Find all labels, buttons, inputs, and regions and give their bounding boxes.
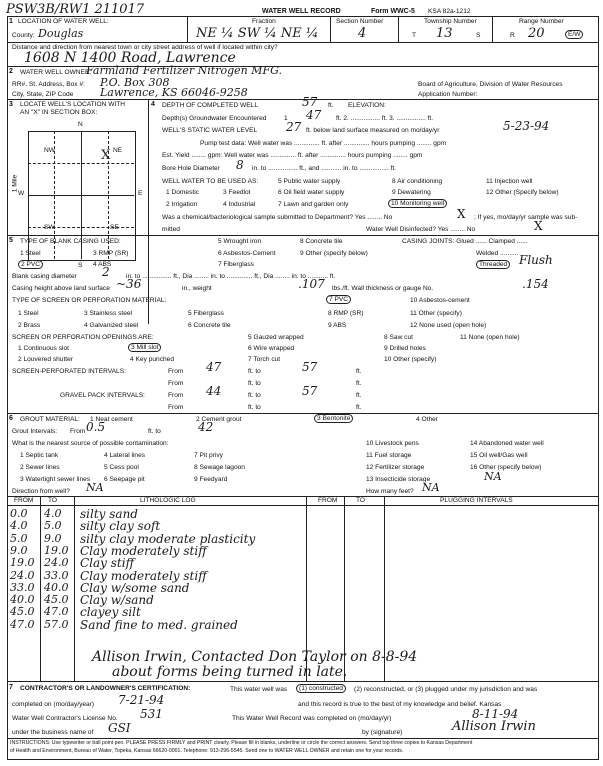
height-label: Casing height above land surface: [12, 285, 110, 292]
bore-value[interactable]: 8: [236, 158, 244, 172]
pump-test: Pump test data: Well water was .............. ft. after .............. hours pumping ........ gpm: [200, 140, 447, 147]
city-label: City, State, ZIP Code: [12, 91, 74, 98]
township-t: T: [412, 32, 417, 39]
completed-value[interactable]: 7-21-94: [118, 693, 165, 707]
spi-from-label: From: [168, 368, 184, 375]
contam-4[interactable]: 4 Lateral lines: [104, 452, 146, 459]
screen-9[interactable]: 9 ABS: [328, 322, 347, 329]
casing-4[interactable]: 4 ABS: [93, 261, 112, 268]
openings-label: SCREEN OR PERFORATION OPENINGS ARE:: [12, 334, 154, 341]
gi-from-label: From: [70, 428, 86, 435]
range-ew: E/W: [565, 30, 583, 39]
spi-to-value[interactable]: 57: [302, 360, 318, 374]
gp-to-label-2: ft. to: [248, 404, 261, 411]
location-mark: X: [101, 148, 111, 163]
section-3-number: 3: [9, 101, 13, 108]
township-label: Township Number: [424, 18, 477, 25]
form-number: Form WWC-5: [371, 8, 415, 15]
gp-from-label: From: [168, 392, 184, 399]
use-11[interactable]: 11 Injection well: [486, 178, 533, 185]
application-label: Application Number:: [418, 91, 478, 98]
cert-text-2: (2) reconstructed, or (3) plugged under my jurisdiction and was: [354, 686, 538, 693]
range-value[interactable]: 20: [528, 26, 545, 41]
gi-to-value[interactable]: 42: [198, 420, 214, 434]
log-row-from: 33.0: [10, 580, 35, 594]
opening-11[interactable]: 11 None (open hole): [460, 334, 520, 341]
section-6-number: 6: [9, 415, 13, 422]
log-row-from: 0.0: [10, 507, 28, 520]
contam-2[interactable]: 2 Sewer lines: [20, 464, 60, 471]
grout-label: GROUT MATERIAL:: [20, 416, 80, 423]
location-label: LOCATION OF WATER WELL:: [18, 18, 109, 25]
contam-9[interactable]: 9 Feedyard: [194, 476, 228, 483]
spi-label: SCREEN-PERFORATED INTERVALS:: [12, 368, 126, 375]
use-5[interactable]: 5 Public water supply: [278, 178, 341, 185]
grout-4[interactable]: 4 Other: [416, 416, 438, 423]
township-s: S: [476, 32, 481, 39]
log-row-from: 5.0: [10, 531, 28, 545]
log-row-from: 45.0: [10, 605, 35, 619]
log-row-from: 19.0: [10, 556, 35, 570]
section-value[interactable]: 4: [358, 26, 367, 41]
log-row-to: 57.0: [44, 617, 69, 631]
use-1[interactable]: 1 Domestic: [166, 189, 199, 196]
section-2-number: 2: [9, 68, 13, 75]
log-row-from: 4.0: [10, 519, 28, 533]
screen-5[interactable]: 5 Fiberglass: [188, 310, 224, 317]
screen-2[interactable]: 2 Brass: [18, 322, 41, 329]
license-rest: This Water Well Record was completed on (mo/day/yr): [232, 715, 392, 722]
welded-label: Welded ..........: [476, 250, 519, 257]
log-row-from: 24.0: [10, 568, 35, 582]
joints-label: CASING JOINTS: Glued ...... Clamped ......: [402, 238, 528, 245]
gi-from-value[interactable]: 0.5: [86, 420, 106, 434]
log-row-to: 9.0: [44, 531, 62, 545]
log-from-header: FROM: [14, 497, 34, 504]
township-value[interactable]: 13: [436, 26, 453, 41]
opening-3-selected[interactable]: 3 Mill slot: [128, 343, 161, 352]
screen-6[interactable]: 6 Concrete tile: [188, 322, 231, 329]
log-row-from: 47.0: [10, 617, 35, 631]
log-row-from: 9.0: [10, 543, 28, 557]
opening-7[interactable]: 7 Torch cut: [248, 356, 281, 363]
casing-label: TYPE OF BLANK CASING USED:: [20, 238, 121, 245]
cert-constructed[interactable]: (1) constructed: [296, 684, 346, 693]
casing-6[interactable]: 6 Asbestos-Cement: [218, 250, 276, 257]
spi-to-label-2: ft. to: [248, 380, 261, 387]
log-row-to: 33.0: [44, 568, 69, 582]
use-7[interactable]: 7 Lawn and garden only: [278, 201, 349, 208]
casing-3[interactable]: 3 RMP (SR): [93, 250, 129, 257]
gp-from-label-2: From: [168, 404, 184, 411]
contam-12[interactable]: 12 Fertilizer storage: [366, 464, 425, 471]
screen-label: TYPE OF SCREEN OR PERFORATION MATERIAL:: [12, 297, 167, 304]
section-7-number: 7: [9, 684, 13, 691]
threaded-selected[interactable]: Threaded: [476, 260, 510, 269]
log-row-description: Clay w/some sand: [80, 580, 190, 595]
record-date[interactable]: 8-11-94: [472, 707, 519, 721]
business-label: under the business name of: [12, 729, 94, 736]
gw-index: 1: [284, 115, 288, 122]
blank-diam-label: Blank casing diameter: [12, 273, 77, 280]
contam-5[interactable]: 5 Cess pool: [104, 464, 139, 471]
map-se: SE: [110, 224, 119, 231]
threaded-value[interactable]: Flush: [519, 253, 553, 267]
use-12[interactable]: 12 Other (Specify below): [486, 189, 559, 196]
map-s: S: [78, 262, 83, 269]
gp-ft-2: ft.: [356, 404, 362, 411]
gp-from-value[interactable]: 44: [206, 384, 222, 398]
direction-label: Direction from well?: [12, 488, 70, 495]
log-row-description: Clay moderately stiff: [80, 568, 207, 583]
signature-value[interactable]: Allison Irwin: [452, 719, 536, 734]
cert-text-1: This water well was: [230, 686, 288, 693]
opening-5[interactable]: 5 Gauzed wrapped: [248, 334, 304, 341]
opening-2[interactable]: 2 Louvered shutter: [18, 356, 73, 363]
plug-to-header: TO: [356, 497, 366, 504]
log-row-to: 40.0: [44, 580, 69, 594]
log-row-to: 47.0: [44, 605, 69, 619]
fraction-value[interactable]: NE ¼ SW ¼ NE ¼: [196, 26, 319, 41]
spi-to-label: ft. to: [248, 368, 261, 375]
section-1-number: 1: [9, 18, 13, 25]
locate-label-2: AN "X" IN SECTION BOX:: [20, 109, 98, 116]
screen-12[interactable]: 12 None used (open hole): [410, 322, 487, 329]
business-value[interactable]: GSI: [108, 721, 131, 735]
screen-3[interactable]: 3 Stainless steel: [84, 310, 133, 317]
elevation-label: ELEVATION:: [348, 102, 386, 109]
gi-to-label: ft. to: [148, 428, 161, 435]
address-value[interactable]: 1608 N 1400 Road, Lawrence: [24, 50, 236, 66]
note-line-2: about forms being turned in late.: [112, 664, 348, 680]
grout-1[interactable]: 1 Neat cement: [90, 416, 133, 423]
direction-value[interactable]: NA: [86, 481, 104, 494]
map-nw: NW: [44, 147, 55, 154]
bore-label: Bore Hole Diameter: [162, 165, 220, 172]
spi-ft-2: ft.: [356, 380, 362, 387]
static-label: WELL'S STATIC WATER LEVEL: [162, 127, 258, 134]
log-row-description: silty clay soft: [80, 519, 161, 534]
feet-label: How many feet?: [366, 488, 414, 495]
signature-label: by (signature): [362, 729, 403, 736]
use-2[interactable]: 2 Irrigation: [166, 201, 198, 208]
opening-6[interactable]: 6 Wire wrapped: [248, 345, 295, 352]
rr-label: RR#, St. Address, Box #:: [12, 81, 85, 88]
use-3[interactable]: 3 Feedlot: [223, 189, 251, 196]
use-4[interactable]: 4 Industrial: [223, 201, 256, 208]
distance-label: Distance and direction from nearest town or city street address of well if located within city?: [12, 44, 278, 51]
section-label: Section Number: [336, 18, 384, 25]
grout-2[interactable]: 2 Cement grout: [196, 416, 242, 423]
mile-label: 1 Mile: [11, 174, 19, 193]
chem-no-mark[interactable]: X: [457, 207, 466, 221]
plugging-header: PLUGGING INTERVALS: [440, 497, 513, 504]
log-row-description: Clay w/sand: [80, 593, 154, 608]
gw-label: Depth(s) Groundwater Encountered: [162, 115, 267, 122]
gp-label: GRAVEL PACK INTERVALS:: [60, 392, 146, 399]
contam-3[interactable]: 3 Watertight sewer lines: [20, 476, 91, 483]
log-row-to: 45.0: [44, 593, 69, 607]
bore-rest: in. to ................ ft., and ........... in. to ................ ft.: [252, 165, 397, 172]
weight-label: in., weight: [182, 285, 212, 292]
locate-label-1: LOCATE WELL'S LOCATION WITH: [20, 101, 126, 108]
screen-10[interactable]: 10 Asbestos-cement: [410, 297, 470, 304]
screen-11[interactable]: 11 Other (specify): [410, 310, 462, 317]
contam-14[interactable]: 14 Abandoned water well: [470, 440, 544, 447]
spi-ft: ft.: [356, 368, 362, 375]
mitted-label: mitted: [162, 226, 180, 233]
contam-13[interactable]: 13 Insecticide storage: [366, 476, 431, 483]
use-label: WELL WATER TO BE USED AS:: [162, 178, 259, 185]
static-date[interactable]: 5-23-94: [503, 119, 550, 133]
board-label: Board of Agriculture, Division of Water Resources: [418, 81, 563, 88]
gp-to-label: ft. to: [248, 392, 261, 399]
license-label: Water Well Contractor's License No.: [12, 715, 118, 722]
log-row-description: Clay moderately stiff: [80, 543, 207, 558]
screen-4[interactable]: 4 Galvanized steel: [84, 322, 139, 329]
instructions-line-2: of Health and Environment, Bureau of Water, Topeka, Kansas 66620-0001. Telephone: 913-296-5545. Send one to WATER WELL OWNER and retain one for your records.: [10, 748, 404, 754]
contam-10[interactable]: 10 Livestock pens: [366, 440, 419, 447]
grout-3-selected[interactable]: 3 Bentonite: [314, 414, 353, 423]
opening-10[interactable]: 10 Other (specify): [384, 356, 437, 363]
use-6[interactable]: 6 Oil field water supply: [278, 189, 345, 196]
screen-1[interactable]: 1 Steel: [18, 310, 39, 317]
log-row-description: Sand fine to med. grained: [80, 617, 238, 632]
chem-label: Was a chemical/bacteriological sample submitted to Department? Yes ........ No: [162, 214, 393, 221]
log-row-to: 19.0: [44, 543, 69, 557]
feet-value[interactable]: NA: [422, 481, 440, 494]
casing-5[interactable]: 5 Wrought iron: [218, 238, 262, 245]
section-4-number: 4: [151, 101, 155, 108]
opening-9[interactable]: 9 Drilled holes: [384, 345, 426, 352]
contam-16[interactable]: 16 Other (specify below): [470, 464, 542, 471]
range-label: Range Number: [519, 18, 564, 25]
opening-8[interactable]: 8 Saw cut: [384, 334, 413, 341]
map-w: W: [18, 190, 25, 197]
log-row-description: silty clay moderate plasticity: [80, 531, 256, 546]
spi-from-label-2: From: [168, 380, 184, 387]
height-value[interactable]: ~36: [116, 277, 142, 291]
form-title: WATER WELL RECORD: [262, 8, 341, 15]
contam-other-value[interactable]: NA: [484, 470, 502, 483]
contam-11[interactable]: 11 Fuel storage: [366, 452, 412, 459]
casing-8[interactable]: 8 Concrete tile: [300, 238, 343, 245]
gauge-value[interactable]: .154: [522, 277, 549, 291]
log-to-header: TO: [48, 497, 58, 504]
disinfected-label: Water Well Disinfected? Yes ........ No: [366, 226, 476, 233]
log-row-from: 40.0: [10, 593, 35, 607]
log-row-to: 4.0: [44, 507, 62, 520]
log-row-description: clayey silt: [80, 605, 141, 620]
map-n: N: [78, 121, 83, 128]
blank-diam-rest: in. to ................ ft., Dia ........ in. to .............. ft., Dia ........ in. to ........... ft.: [126, 273, 336, 280]
contam-label: What is the nearest source of possible contamination:: [12, 440, 169, 447]
gw-value[interactable]: 47: [306, 108, 322, 122]
use-9[interactable]: 9 Dewatering: [392, 189, 431, 196]
contam-6[interactable]: 6 Seepage pit: [104, 476, 145, 483]
lithologic-header: LITHOLOGIC LOG: [140, 497, 196, 504]
chem-rest: ; If yes, mo/day/yr sample was sub-: [474, 214, 578, 221]
cert-label: CONTRACTOR'S OR LANDOWNER'S CERTIFICATION:: [20, 685, 191, 692]
static-value[interactable]: 27: [286, 120, 302, 134]
disinfected-no-mark[interactable]: X: [534, 219, 543, 233]
handwritten-id: PSW3B/RW1 211017: [6, 2, 145, 17]
est-yield: Est. Yield ........ gpm: Well water was .............. ft. after .............. hours pumping ........ gpm: [162, 152, 423, 159]
grout-intervals-label: Grout Intervals:: [12, 428, 58, 435]
log-row-to: 5.0: [44, 519, 62, 533]
depth-label: DEPTH OF COMPLETED WELL: [162, 102, 258, 109]
gw-rest: ft. 2. ................ ft. 3. ................ ft.: [336, 115, 434, 122]
city-value[interactable]: Lawrence, KS 66046-9258: [100, 86, 248, 99]
opening-4[interactable]: 4 Key punched: [130, 356, 174, 363]
blank-diam-value[interactable]: 2: [102, 265, 110, 279]
gp-ft: ft.: [356, 392, 362, 399]
opening-1[interactable]: 1 Continuous slot: [18, 345, 69, 352]
log-row-description: silty sand: [80, 507, 138, 521]
use-8[interactable]: 8 Air conditioning: [392, 178, 443, 185]
screen-8[interactable]: 8 RMP (SR): [328, 310, 364, 317]
casing-7[interactable]: 7 Fiberglass: [218, 261, 254, 268]
completed-label: completed on (mo/day/year): [12, 701, 95, 708]
log-row-to: 24.0: [44, 556, 69, 570]
gp-to-value[interactable]: 57: [302, 384, 318, 398]
use-10-selected[interactable]: 10 Monitoring well: [388, 199, 447, 208]
log-row-description: Clay stiff: [80, 556, 135, 571]
map-e: E: [138, 190, 143, 197]
static-rest: ft. below land surface measured on mo/day/yr: [306, 127, 440, 134]
contam-15[interactable]: 15 Oil well/Gas well: [470, 452, 528, 459]
casing-1[interactable]: 1 Steel: [20, 250, 41, 257]
ksa-ref: KSA 82a-1212: [428, 8, 471, 15]
casing-2-selected[interactable]: 2 PVC: [18, 260, 43, 269]
completed-rest: and this record is true to the best of my knowledge and belief. Kansas: [298, 701, 502, 708]
county-label: County:: [12, 32, 35, 39]
fraction-label: Fraction: [252, 18, 276, 25]
contam-1[interactable]: 1 Septic tank: [20, 452, 59, 459]
owner-value[interactable]: Farmland Fertilizer Nitrogen MFG.: [86, 64, 283, 77]
plug-from-header: FROM: [318, 497, 338, 504]
contam-8[interactable]: 8 Sewage lagoon: [194, 464, 245, 471]
depth-value[interactable]: 57: [302, 95, 318, 109]
county-value[interactable]: Douglas: [38, 27, 84, 40]
rr-value[interactable]: P.O. Box 308: [100, 76, 170, 89]
casing-9[interactable]: 9 Other (specify below): [300, 250, 368, 257]
spi-from-value[interactable]: 47: [206, 360, 222, 374]
depth-ft: ft.: [328, 102, 334, 109]
note-line-1: Allison Irwin, Contacted Don Taylor on 8-8-94: [92, 649, 418, 665]
owner-label: WATER WELL OWNER:: [20, 69, 92, 76]
map-sw: SW: [44, 224, 55, 231]
weight-value[interactable]: .107: [298, 277, 325, 291]
contam-7[interactable]: 7 Pit privy: [194, 452, 223, 459]
weight-rest: lbs./ft. Wall thickness or gauge No.: [332, 285, 434, 292]
instructions-line-1: INSTRUCTIONS: Use typewriter or ball point pen. PLEASE PRESS FIRMLY and PRINT clearly. Please fill in blanks, underline or circle the correct answers. Send top three copies to Kansas Department: [10, 740, 473, 746]
screen-7-selected[interactable]: 7 PVC: [326, 295, 351, 304]
license-value[interactable]: 531: [140, 707, 163, 721]
map-ne: NE: [113, 147, 123, 154]
range-r: R: [510, 32, 515, 39]
section-5-number: 5: [9, 237, 13, 244]
